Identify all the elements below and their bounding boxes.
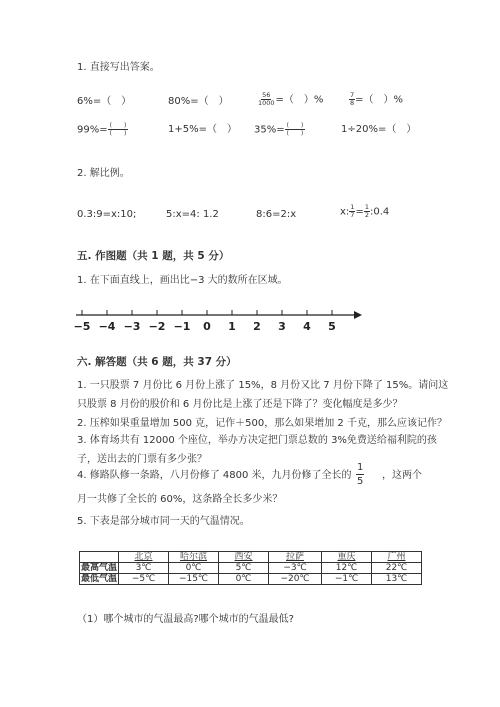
number-line-label: 3	[278, 320, 286, 333]
section6-q1-line2: 只股票 8 月份的股价和 6 月份比是上涨了还是下降了？变化幅度是多少？	[77, 399, 403, 410]
section6-q2: 2. 压榨如果重量增加 500 克，记作＋500，那么如果增加 2 千克，那么应该记作？	[77, 418, 447, 429]
q2-item-2: 5:x=4: 1.2	[166, 209, 219, 220]
table-city-cell: 北京	[119, 552, 169, 563]
table-row	[80, 574, 422, 585]
section6-q5-sub1: （1）哪个城市的气温最高?哪个城市的气温最低?	[77, 614, 294, 625]
fraction: $\frac{1}{7}$	[350, 203, 355, 219]
number-line-label: −5	[73, 320, 91, 333]
table-cell: 5℃	[219, 563, 269, 574]
table-cell: 13℃	[372, 574, 422, 585]
fraction-blank: $\frac{( )}{( )}$	[109, 122, 127, 137]
q1-item-7: 35%= $\frac{( )}{( )}$	[254, 122, 304, 137]
table-cell: −20℃	[269, 574, 322, 585]
q1-item-5: 99%= $\frac{( )}{( )}$	[77, 122, 127, 137]
fraction: $\frac{56}{1000}$	[258, 91, 275, 107]
number-line-label: 0	[203, 320, 211, 333]
fraction-blank: $\frac{( )}{( )}$	[286, 122, 304, 137]
table-cell: −3℃	[269, 563, 322, 574]
section6-q5: 5. 下表是部分城市同一天的气温情况。	[77, 516, 250, 527]
q1-item-8: 1÷20%=（ ）	[341, 124, 417, 135]
q1-item-1: 6%=（ ）	[77, 96, 132, 107]
table-header-row	[80, 552, 422, 563]
q2-title: 2. 解比例。	[77, 168, 130, 179]
table-row-label: 最高气温	[81, 563, 118, 573]
fraction: $\frac{7}{8}$	[350, 91, 355, 107]
q2-item-3: 8:6=2:x	[256, 209, 297, 220]
q2-item-4: x: $\frac{1}{7}$ = $\frac{1}{2}$ :0.4	[340, 203, 390, 219]
number-line-label: 4	[303, 320, 311, 333]
table-cell: 12℃	[322, 563, 372, 574]
section6-q3-line1: 3. 体育场共有 12000 个座位，举办方决定把门票总数的 3%免费送给福利院的孩	[77, 435, 437, 446]
section5-q1: 1. 在下面直线上，画出比−3 大的数所在区域。	[77, 275, 288, 286]
table-city-cell: 拉萨	[269, 552, 322, 563]
q1-item-6: 1+5%=（ ）	[168, 124, 237, 135]
q1-item-4: $\frac{7}{8}$ =（ ）%	[350, 91, 404, 107]
fraction: $\frac{1}{2}$	[364, 203, 369, 219]
temperature-table	[79, 551, 422, 585]
table-cell: 3℃	[119, 563, 169, 574]
number-line-label: −3	[123, 320, 141, 333]
number-line-label: 5	[328, 320, 336, 333]
table-cell: −5℃	[119, 574, 169, 585]
table-row-label: 最低气温	[81, 574, 118, 584]
section6-q4-line1a: 4. 修路队修一条路，八月份修了 4800 米，九月份修了全长的	[77, 470, 352, 481]
table-corner-cell	[80, 552, 119, 563]
table-city-cell: 重庆	[322, 552, 372, 563]
section6-q4-line2: 月一共修了全长的 60%，这条路全长多少米？	[77, 494, 283, 505]
number-line-label: −2	[148, 320, 166, 333]
table-cell: −15℃	[169, 574, 219, 585]
section6-q4-line1b: ，这两个	[382, 470, 422, 481]
q1-item-2: 80%=（ ）	[168, 96, 229, 107]
section6-q3-line2: 子，送出去的门票有多少张？	[77, 454, 207, 465]
number-line	[72, 300, 364, 336]
number-line-label: 1	[228, 320, 236, 333]
table-cell: 0℃	[219, 574, 269, 585]
table-cell: 0℃	[169, 563, 219, 574]
number-line-label: −1	[173, 320, 191, 333]
q1-title: 1. 直接写出答案。	[77, 62, 160, 73]
section6-heading: 六. 解答题（共 6 题，共 37 分）	[77, 356, 237, 368]
table-cell: −1℃	[322, 574, 372, 585]
number-line-label: −4	[98, 320, 116, 333]
number-line-arrow	[354, 311, 362, 319]
table-cell: 22℃	[372, 563, 422, 574]
section6-q4-fraction: $\frac{1}{5}$	[357, 462, 364, 487]
section6-q1-line1: 1. 一只股票 7 月份比 6 月份上涨了 15%，8 月份又比 7 月份下降了 15%。请问这	[77, 380, 449, 391]
q1-item-3: $\frac{56}{1000}$ =（ ）%	[258, 91, 324, 107]
q2-item-1: 0.3:9=x:10;	[77, 209, 137, 220]
table-city-cell: 哈尔滨	[169, 552, 219, 563]
section5-heading: 五. 作图题（共 1 题，共 5 分）	[77, 250, 230, 262]
table-row	[80, 563, 422, 574]
table-city-cell: 广州	[372, 552, 422, 563]
table-city-cell: 西安	[219, 552, 269, 563]
number-line-label: 2	[253, 320, 261, 333]
